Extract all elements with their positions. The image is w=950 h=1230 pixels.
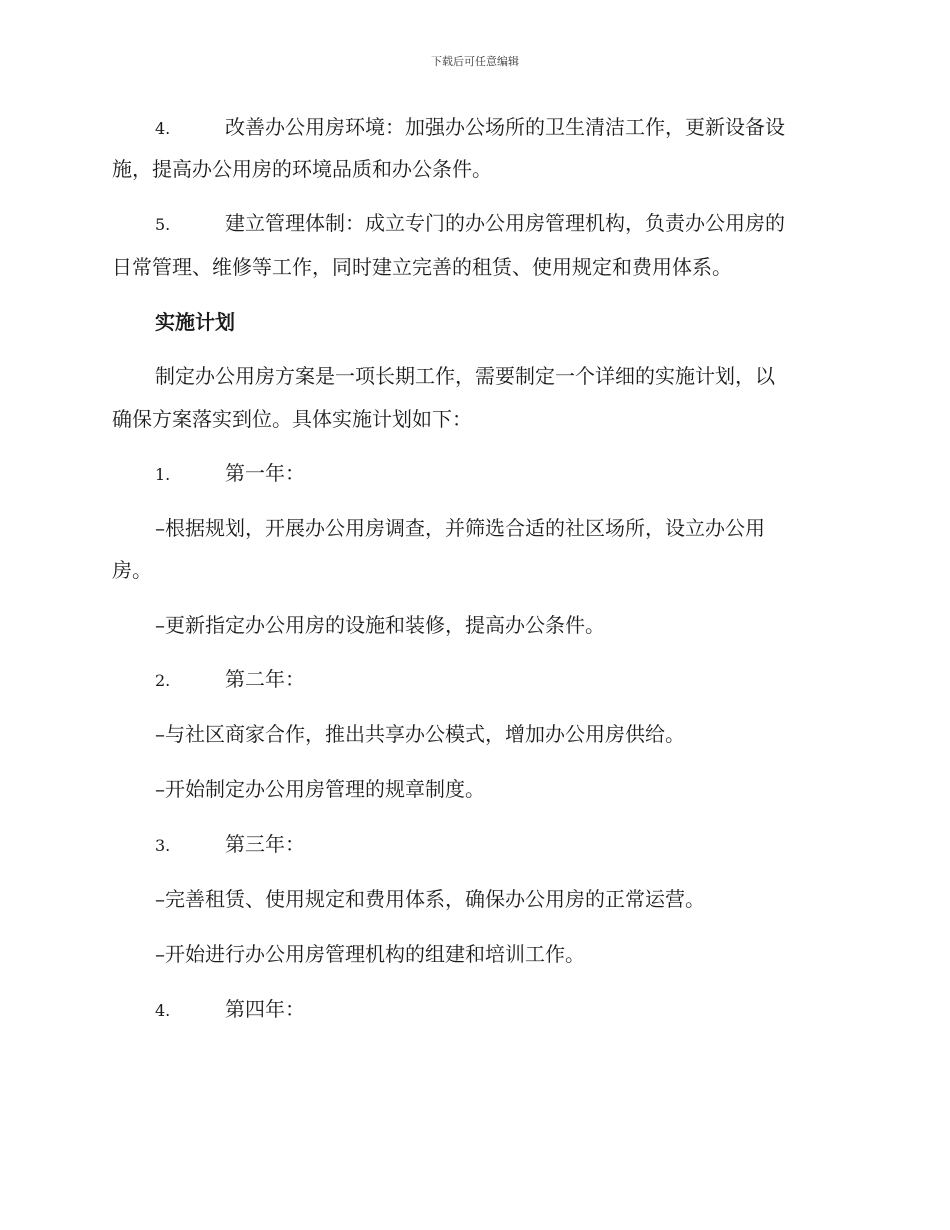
list-text: 改善办公用房环境：加强办公场所的卫生清洁工作，更新设备设 (225, 115, 785, 139)
year-label: 第一年： (225, 461, 305, 485)
list-number: 3. (155, 836, 171, 855)
intro-paragraph-continued: 确保方案落实到位。具体实施计划如下： (112, 407, 472, 431)
list-number: 4. (155, 1001, 171, 1020)
plan-bullet: –与社区商家合作，推出共享办公模式，增加办公用房供给。 (155, 722, 685, 746)
intro-paragraph: 制定办公用房方案是一项长期工作，需要制定一个详细的实施计划，以 (155, 364, 775, 388)
list-number: 5. (155, 215, 171, 234)
section-heading: 实施计划 (155, 310, 235, 334)
plan-bullet: –根据规划，开展办公用房调查，并筛选合适的社区场所，设立办公用 (155, 516, 765, 540)
plan-bullet: –完善租赁、使用规定和费用体系，确保办公用房的正常运营。 (155, 887, 705, 911)
plan-year-1 (155, 459, 885, 489)
year-label: 第三年： (225, 832, 305, 856)
list-item-4-continued: 施，提高办公用房的环境品质和办公条件。 (112, 157, 492, 181)
list-item-5-continued: 日常管理、维修等工作，同时建立完善的租赁、使用规定和费用体系。 (112, 255, 732, 279)
plan-year-4 (155, 995, 885, 1025)
plan-year-2 (155, 665, 885, 695)
plan-bullet: –开始进行办公用房管理机构的组建和培训工作。 (155, 942, 585, 966)
list-number: 1. (155, 465, 171, 484)
year-label: 第二年： (225, 667, 305, 691)
plan-bullet: –更新指定办公用房的设施和装修，提高办公条件。 (155, 613, 605, 637)
plan-bullet: –开始制定办公用房管理的规章制度。 (155, 777, 485, 801)
list-number: 4. (155, 119, 171, 138)
list-text: 建立管理体制：成立专门的办公用房管理机构，负责办公用房的 (225, 211, 785, 235)
plan-year-3 (155, 830, 885, 860)
plan-bullet-continued: 房。 (112, 558, 152, 582)
year-label: 第四年： (225, 997, 305, 1021)
list-item-4 (155, 113, 885, 143)
page-header: 下载后可任意编辑 (431, 55, 519, 68)
list-item-5 (155, 209, 885, 239)
list-number: 2. (155, 671, 171, 690)
